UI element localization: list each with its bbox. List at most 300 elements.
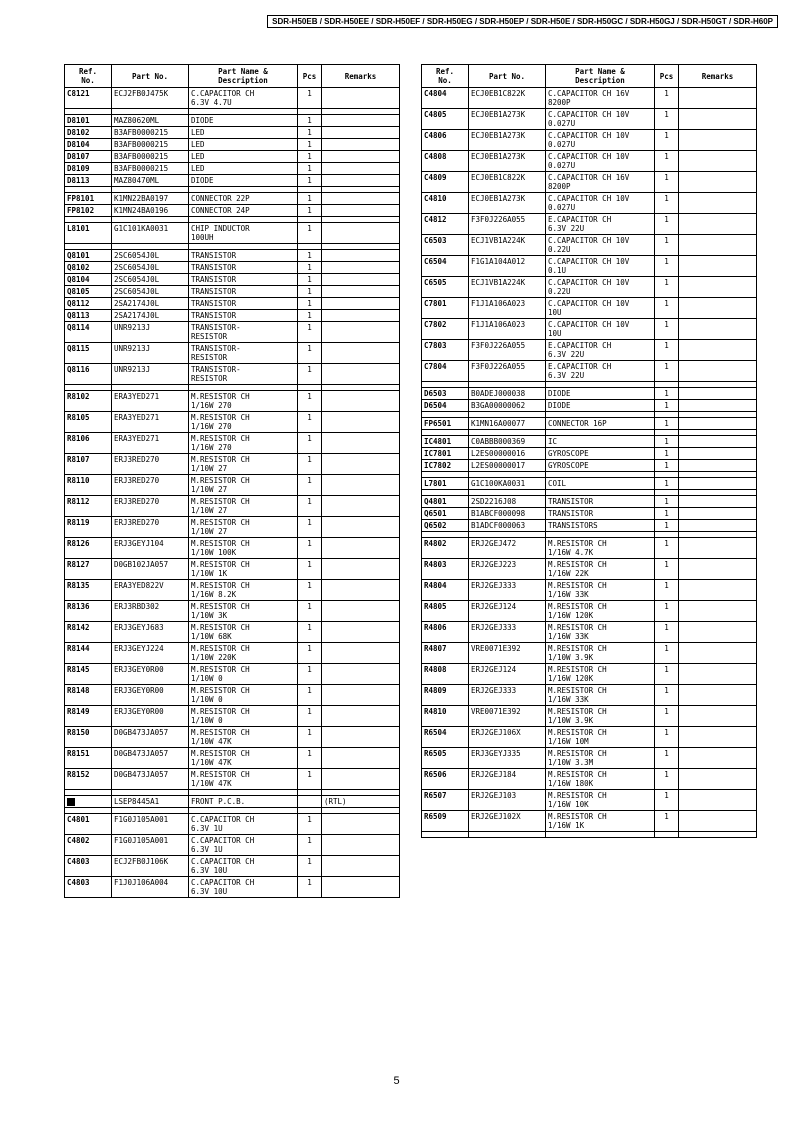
pcs-cell: 1 (655, 400, 679, 412)
part-no-cell: MAZ80470ML (112, 175, 189, 187)
part-name-cell: M.RESISTOR CH 1/10W 0 (189, 664, 298, 685)
part-name-cell: M.RESISTOR CH 1/16W 1K (546, 811, 655, 832)
table-row (422, 580, 757, 601)
remarks-cell (679, 193, 757, 214)
pcs-cell: 1 (298, 286, 322, 298)
part-no-cell: F1J1A106A023 (469, 298, 546, 319)
pcs-cell: 1 (655, 622, 679, 643)
remarks-cell (322, 727, 400, 748)
part-no-cell: B3AFB0000215 (112, 151, 189, 163)
table-row (422, 727, 757, 748)
ref-no-cell: IC7801 (422, 448, 469, 460)
pcs-cell: 1 (298, 685, 322, 706)
table-row (65, 223, 400, 244)
pcs-cell: 1 (655, 130, 679, 151)
part-no-header: Part No. (112, 65, 189, 88)
remarks-cell (322, 298, 400, 310)
part-name-cell: C.CAPACITOR CH 10V 0.027U (546, 193, 655, 214)
pcs-cell: 1 (298, 250, 322, 262)
ref-no-cell: C4808 (422, 151, 469, 172)
remarks-cell (322, 88, 400, 109)
table-row (65, 559, 400, 580)
ref-no-cell: R4804 (422, 580, 469, 601)
remarks-cell (679, 601, 757, 622)
ref-no-cell: C7803 (422, 340, 469, 361)
ref-no-cell: D6504 (422, 400, 469, 412)
ref-no-cell: Q8115 (65, 343, 112, 364)
remarks-cell (322, 115, 400, 127)
table-row (65, 310, 400, 322)
table-row (422, 172, 757, 193)
part-name-cell: DIODE (546, 388, 655, 400)
table-row (65, 286, 400, 298)
remarks-cell (322, 538, 400, 559)
pcs-cell: 1 (655, 508, 679, 520)
remarks-cell (322, 163, 400, 175)
part-name-cell: M.RESISTOR CH 1/16W 4.7K (546, 538, 655, 559)
remarks-cell (322, 877, 400, 898)
part-name-cell: TRANSISTOR (546, 496, 655, 508)
ref-no-cell: Q8116 (65, 364, 112, 385)
table-row (422, 790, 757, 811)
part-no-cell: ERJ2GEJ333 (469, 580, 546, 601)
pcs-cell: 1 (298, 877, 322, 898)
part-no-cell: ERJ3GEYJ104 (112, 538, 189, 559)
remarks-cell (679, 88, 757, 109)
ref-no-cell: C6503 (422, 235, 469, 256)
part-name-cell: CONNECTOR 16P (546, 418, 655, 430)
ref-no-cell: R6507 (422, 790, 469, 811)
ref-no-cell: Q8102 (65, 262, 112, 274)
part-no-cell: ERA3YED271 (112, 433, 189, 454)
part-name-cell: M.RESISTOR CH 1/10W 47K (189, 727, 298, 748)
spacer-row (422, 832, 757, 838)
remarks-cell (322, 193, 400, 205)
part-no-cell: ERJ3GEY0R00 (112, 664, 189, 685)
part-name-cell: LED (189, 163, 298, 175)
part-no-cell: 2SA2174J0L (112, 298, 189, 310)
remarks-cell (322, 814, 400, 835)
pcs-cell: 1 (298, 580, 322, 601)
remarks-cell (322, 343, 400, 364)
table-row (422, 520, 757, 532)
part-no-cell: 2SC6054J0L (112, 286, 189, 298)
pcs-cell: 1 (655, 580, 679, 601)
part-no-cell: ECJ0EB1C822K (469, 88, 546, 109)
part-no-cell: ECJ1VB1A224K (469, 277, 546, 298)
remarks-cell (679, 109, 757, 130)
table-row (422, 622, 757, 643)
part-no-cell: D0GB102JA057 (112, 559, 189, 580)
ref-no-cell: Q8112 (65, 298, 112, 310)
pcs-cell: 1 (655, 340, 679, 361)
part-no-cell: F3F0J226A055 (469, 340, 546, 361)
table-row (65, 163, 400, 175)
part-name-cell: C.CAPACITOR CH 6.3V 1U (189, 835, 298, 856)
remarks-cell (679, 388, 757, 400)
pcs-cell: 1 (298, 175, 322, 187)
table-row (65, 856, 400, 877)
part-no-cell: MAZ80620ML (112, 115, 189, 127)
pcs-cell: 1 (655, 151, 679, 172)
pcs-cell: 1 (298, 856, 322, 877)
part-name-cell: M.RESISTOR CH 1/16W 33K (546, 622, 655, 643)
table-row (65, 814, 400, 835)
part-name-cell: C.CAPACITOR CH 10V 10U (546, 319, 655, 340)
ref-no-cell: R4810 (422, 706, 469, 727)
part-name-cell: DIODE (546, 400, 655, 412)
pcs-cell: 1 (298, 364, 322, 385)
part-no-cell: ERJ3RED270 (112, 517, 189, 538)
ref-no-cell: R8148 (65, 685, 112, 706)
remarks-cell (679, 436, 757, 448)
table-row (65, 391, 400, 412)
part-no-cell: F1J0J106A004 (112, 877, 189, 898)
ref-no-cell: C4806 (422, 130, 469, 151)
ref-no-cell: R6506 (422, 769, 469, 790)
pcs-cell: 1 (298, 538, 322, 559)
part-name-cell: M.RESISTOR CH 1/10W 100K (189, 538, 298, 559)
part-no-cell: UNR9213J (112, 322, 189, 343)
remarks-cell (679, 727, 757, 748)
ref-no-cell: R8127 (65, 559, 112, 580)
ref-no-cell: C4801 (65, 814, 112, 835)
part-name-cell: M.RESISTOR CH 1/10W 3.9K (546, 706, 655, 727)
remarks-cell (679, 298, 757, 319)
part-name-cell: IC (546, 436, 655, 448)
part-name-cell: FRONT P.C.B. (189, 796, 298, 808)
table-row (422, 601, 757, 622)
remarks-cell (322, 475, 400, 496)
ref-no-cell: Q8101 (65, 250, 112, 262)
ref-no-cell: R4802 (422, 538, 469, 559)
pcs-cell: 1 (655, 706, 679, 727)
pcs-cell: 1 (298, 517, 322, 538)
pcs-cell: 1 (655, 256, 679, 277)
remarks-cell (679, 811, 757, 832)
ref-no-cell: R4808 (422, 664, 469, 685)
ref-no-cell: L8101 (65, 223, 112, 244)
remarks-cell (322, 496, 400, 517)
part-no-cell: L2ES00000017 (469, 460, 546, 472)
part-no-cell: UNR9213J (112, 364, 189, 385)
pcs-cell: 1 (298, 274, 322, 286)
part-name-cell: E.CAPACITOR CH 6.3V 22U (546, 340, 655, 361)
part-no-cell: ERJ2GEJ472 (469, 538, 546, 559)
ref-no-cell: C7802 (422, 319, 469, 340)
table-row (422, 664, 757, 685)
ref-no-cell: R8126 (65, 538, 112, 559)
table-row (65, 877, 400, 898)
part-name-cell: M.RESISTOR CH 1/10W 27 (189, 454, 298, 475)
part-name-cell: CONNECTOR 22P (189, 193, 298, 205)
part-no-cell: B3GA00000062 (469, 400, 546, 412)
part-name-cell: C.CAPACITOR CH 16V 8200P (546, 172, 655, 193)
pcs-cell: 1 (655, 214, 679, 235)
part-no-cell: ECJ0EB1A273K (469, 130, 546, 151)
remarks-cell (679, 418, 757, 430)
table-row (422, 508, 757, 520)
model-list-header: SDR-H50EB / SDR-H50EE / SDR-H50EF / SDR-H50EG / SDR-H50EP / SDR-H50E / SDR-H50GC / SDR-H50GJ / SDR-H50GT / SDR-H60P (267, 15, 778, 28)
part-name-cell: M.RESISTOR CH 1/10W 220K (189, 643, 298, 664)
pcs-cell: 1 (298, 151, 322, 163)
table-row (422, 559, 757, 580)
part-name-cell: TRANSISTOR (189, 274, 298, 286)
pcs-cell: 1 (655, 388, 679, 400)
table-row (422, 538, 757, 559)
pcs-cell: 1 (298, 223, 322, 244)
ref-no-cell: R4809 (422, 685, 469, 706)
table-row (422, 340, 757, 361)
pcs-cell: 1 (655, 109, 679, 130)
ref-no-cell: R8145 (65, 664, 112, 685)
part-name-cell: M.RESISTOR CH 1/10W 47K (189, 769, 298, 790)
part-no-cell: B0ADEJ000038 (469, 388, 546, 400)
ref-no-cell: C7804 (422, 361, 469, 382)
part-no-cell: C0ABBB000369 (469, 436, 546, 448)
pcs-cell: 1 (655, 277, 679, 298)
remarks-cell (679, 214, 757, 235)
part-name-cell: COIL (546, 478, 655, 490)
part-no-cell: ERJ2GEJ333 (469, 685, 546, 706)
pcs-cell: 1 (298, 706, 322, 727)
remarks-cell (679, 496, 757, 508)
table-row (65, 322, 400, 343)
ref-no-cell: R8149 (65, 706, 112, 727)
pcs-cell: 1 (298, 115, 322, 127)
part-no-cell: ERJ3RED270 (112, 454, 189, 475)
remarks-cell (679, 664, 757, 685)
ref-no-cell: D8107 (65, 151, 112, 163)
part-no-cell: D0GB473JA057 (112, 769, 189, 790)
part-name-cell: M.RESISTOR CH 1/10W 47K (189, 748, 298, 769)
ref-no-cell: C4809 (422, 172, 469, 193)
part-no-cell: 2SC6054J0L (112, 250, 189, 262)
table-row (65, 769, 400, 790)
table-row (422, 298, 757, 319)
pcs-cell: 1 (655, 298, 679, 319)
ref-no-cell: D8101 (65, 115, 112, 127)
part-name-cell: M.RESISTOR CH 1/16W 10K (546, 790, 655, 811)
table-row (65, 127, 400, 139)
pcs-header: Pcs (655, 65, 679, 88)
part-no-cell: B1ABCF000098 (469, 508, 546, 520)
remarks-cell (322, 139, 400, 151)
ref-no-cell: R8150 (65, 727, 112, 748)
part-no-cell: ERJ2GEJ103 (469, 790, 546, 811)
ref-no-cell: R8110 (65, 475, 112, 496)
remarks-cell (679, 643, 757, 664)
ref-no-cell: IC7802 (422, 460, 469, 472)
part-no-cell: B3AFB0000215 (112, 163, 189, 175)
part-no-cell: F1G0J105A001 (112, 835, 189, 856)
part-no-cell: 2SC6054J0L (112, 274, 189, 286)
pcs-cell: 1 (655, 193, 679, 214)
part-name-cell: TRANSISTOR (189, 310, 298, 322)
table-row (65, 433, 400, 454)
remarks-cell (679, 790, 757, 811)
part-name-cell: E.CAPACITOR CH 6.3V 22U (546, 361, 655, 382)
ref-no-cell: IC4801 (422, 436, 469, 448)
pcs-cell: 1 (298, 769, 322, 790)
pcs-cell: 1 (298, 643, 322, 664)
pcs-cell: 1 (655, 769, 679, 790)
pcs-cell: 1 (298, 343, 322, 364)
remarks-cell (679, 448, 757, 460)
part-no-cell: ECJ0EB1A273K (469, 151, 546, 172)
parts-table-right (421, 64, 757, 838)
ref-no-cell: C6505 (422, 277, 469, 298)
ref-no-cell: D6503 (422, 388, 469, 400)
pcs-cell (298, 796, 322, 808)
part-name-cell: M.RESISTOR CH 1/16W 270 (189, 433, 298, 454)
pcs-cell: 1 (298, 88, 322, 109)
ref-no-header: Ref. No. (65, 65, 112, 88)
table-row (65, 343, 400, 364)
table-row (422, 496, 757, 508)
ref-no-cell: R4807 (422, 643, 469, 664)
ref-no-cell: R8135 (65, 580, 112, 601)
part-no-cell: G1C100KA0031 (469, 478, 546, 490)
part-no-cell: ERJ3GEYJ683 (112, 622, 189, 643)
remarks-cell (322, 454, 400, 475)
ref-no-cell: R4805 (422, 601, 469, 622)
table-row (65, 706, 400, 727)
ref-no-cell: D8113 (65, 175, 112, 187)
part-name-cell: E.CAPACITOR CH 6.3V 22U (546, 214, 655, 235)
ref-no-cell: R6509 (422, 811, 469, 832)
pcs-cell: 1 (655, 559, 679, 580)
pcs-cell: 1 (655, 643, 679, 664)
table-row (65, 643, 400, 664)
table-row (65, 262, 400, 274)
part-no-cell: 2SC6054J0L (112, 262, 189, 274)
pcs-cell: 1 (298, 262, 322, 274)
part-no-cell: D0GB473JA057 (112, 727, 189, 748)
part-name-cell: M.RESISTOR CH 1/16W 10M (546, 727, 655, 748)
remarks-cell (679, 748, 757, 769)
ref-no-cell: R6504 (422, 727, 469, 748)
remarks-cell (322, 685, 400, 706)
part-name-cell: M.RESISTOR CH 1/10W 68K (189, 622, 298, 643)
table-row (422, 319, 757, 340)
ref-no-cell: Q4801 (422, 496, 469, 508)
part-name-cell: M.RESISTOR CH 1/16W 33K (546, 580, 655, 601)
remarks-cell (679, 235, 757, 256)
part-no-cell: ERJ3GEYJ224 (112, 643, 189, 664)
part-name-cell: TRANSISTOR (189, 262, 298, 274)
table-row (422, 214, 757, 235)
part-no-cell: ERJ3RBD302 (112, 601, 189, 622)
remarks-cell (679, 319, 757, 340)
part-name-cell: C.CAPACITOR CH 6.3V 1U (189, 814, 298, 835)
remarks-cell (322, 517, 400, 538)
pcs-cell: 1 (655, 448, 679, 460)
pcs-cell: 1 (655, 172, 679, 193)
ref-no-cell: C6504 (422, 256, 469, 277)
ref-no-cell: C7801 (422, 298, 469, 319)
table-row (422, 478, 757, 490)
table-row (65, 298, 400, 310)
table-row (422, 130, 757, 151)
part-no-cell: ECJ0EB1A273K (469, 193, 546, 214)
table-header-row (65, 65, 400, 88)
part-name-cell: C.CAPACITOR CH 10V 0.1U (546, 256, 655, 277)
ref-no-cell: R4806 (422, 622, 469, 643)
part-no-cell: ECJ0EB1C822K (469, 172, 546, 193)
part-no-cell: ERJ2GEJ124 (469, 601, 546, 622)
ref-no-cell: FP6501 (422, 418, 469, 430)
part-name-cell: TRANSISTORS (546, 520, 655, 532)
remarks-header: Remarks (679, 65, 757, 88)
table-row (65, 205, 400, 217)
pcs-cell: 1 (298, 622, 322, 643)
ref-no-cell: FP8101 (65, 193, 112, 205)
ref-no-cell: R8136 (65, 601, 112, 622)
part-no-cell: F1G1A104A012 (469, 256, 546, 277)
part-no-cell: LSEP8445A1 (112, 796, 189, 808)
table-row (422, 448, 757, 460)
pcs-cell: 1 (655, 460, 679, 472)
ref-no-cell: L7801 (422, 478, 469, 490)
table-row (422, 436, 757, 448)
pcs-cell: 1 (298, 601, 322, 622)
remarks-cell (322, 601, 400, 622)
part-name-cell: C.CAPACITOR CH 6.3V 4.7U (189, 88, 298, 109)
part-no-cell: ECJ0EB1A273K (469, 109, 546, 130)
table-row (422, 88, 757, 109)
remarks-cell: (RTL) (322, 796, 400, 808)
remarks-cell (679, 130, 757, 151)
part-no-cell: ECJ1VB1A224K (469, 235, 546, 256)
part-name-cell: TRANSISTOR (189, 286, 298, 298)
part-name-cell: GYROSCOPE (546, 448, 655, 460)
part-name-cell: M.RESISTOR CH 1/10W 27 (189, 517, 298, 538)
ref-no-cell: R8112 (65, 496, 112, 517)
table-row (65, 664, 400, 685)
part-no-cell: ERJ2GEJ106X (469, 727, 546, 748)
pcs-cell: 1 (655, 496, 679, 508)
table-row (65, 88, 400, 109)
remarks-cell (679, 580, 757, 601)
table-row (65, 727, 400, 748)
remarks-cell (322, 643, 400, 664)
ref-no-cell: R8142 (65, 622, 112, 643)
part-name-cell: TRANSISTOR- RESISTOR (189, 322, 298, 343)
part-no-cell: ERJ3RED270 (112, 496, 189, 517)
pcs-cell: 1 (298, 193, 322, 205)
part-name-cell: M.RESISTOR CH 1/10W 27 (189, 475, 298, 496)
part-name-cell: C.CAPACITOR CH 10V 0.22U (546, 235, 655, 256)
part-no-cell: ERJ3GEY0R00 (112, 706, 189, 727)
ref-no-cell: Q6501 (422, 508, 469, 520)
spacer-cell (655, 832, 679, 838)
ref-no-header: Ref. No. (422, 65, 469, 88)
pcs-cell: 1 (655, 538, 679, 559)
pcs-cell: 1 (298, 814, 322, 835)
part-no-cell: K1MN16A00077 (469, 418, 546, 430)
part-name-cell: C.CAPACITOR CH 10V 0.027U (546, 109, 655, 130)
remarks-cell (322, 412, 400, 433)
part-name-cell: DIODE (189, 175, 298, 187)
pcs-cell: 1 (298, 835, 322, 856)
part-name-header: Part Name & Description (546, 65, 655, 88)
remarks-cell (322, 175, 400, 187)
part-name-cell: M.RESISTOR CH 1/10W 1K (189, 559, 298, 580)
part-name-cell: M.RESISTOR CH 1/16W 8.2K (189, 580, 298, 601)
remarks-cell (679, 460, 757, 472)
table-row (422, 811, 757, 832)
